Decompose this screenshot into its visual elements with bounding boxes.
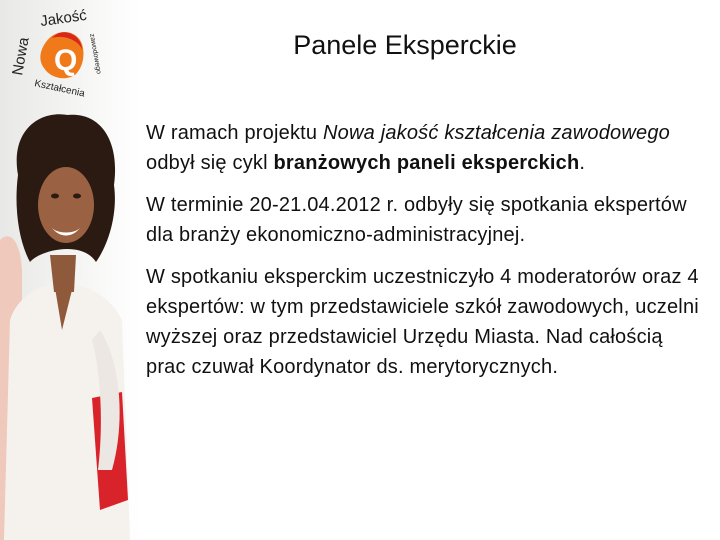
project-name-italic: Nowa jakość kształcenia zawodowego: [323, 122, 670, 144]
logo-word-bottom: Kształcenia: [33, 78, 86, 100]
paragraph-1-run-5: .: [579, 152, 586, 174]
paragraph-2: [146, 190, 706, 250]
paragraph-3-text: W spotkaniu eksperckim uczestniczyło 4 moderatorów oraz 4 ekspertów: w tym przedstawiciele szkół zawodowych, uczelni wyższej oraz przedstawiciel Urzędu Miasta. Nad całością prac czuwał Koordynator ds. merytorycznych.: [146, 266, 699, 378]
paragraph-1: [146, 118, 706, 178]
paragraph-1-run-3: odbył się cykl: [146, 152, 274, 174]
paragraph-1-run-1: W ramach projektu: [146, 122, 323, 144]
paragraph-2-text: W terminie 20-21.04.2012 r. odbyły się spotkania ekspertów dla branży ekonomiczno-administracyjnej.: [146, 194, 687, 246]
paragraph-3: [146, 262, 706, 382]
project-logo: [6, 4, 112, 100]
logo-letter-q: Q: [54, 44, 78, 77]
slide-title: Panele Eksperckie: [293, 30, 517, 60]
logo-word-right: zawodowego: [88, 33, 103, 75]
slide-content: [146, 118, 706, 394]
panel-type-bold: branżowych paneli eksperckich: [273, 152, 580, 174]
logo-word-top: Jakość: [39, 6, 88, 31]
logo-word-left: Nowa: [9, 35, 33, 77]
